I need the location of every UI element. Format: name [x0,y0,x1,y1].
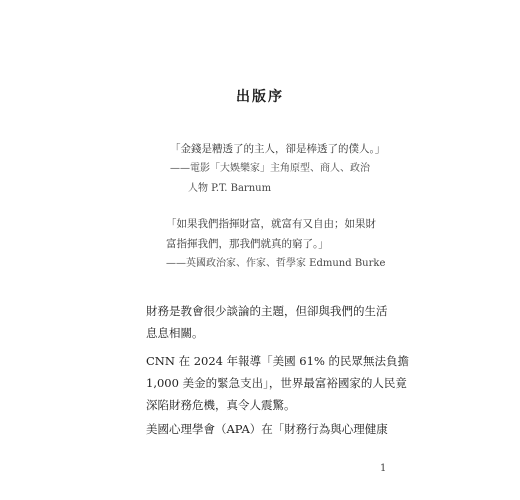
quote-line: 「如果我們指揮財富，就富有又自由；如果財 [166,218,376,230]
paragraph-line: CNN 在 2024 年報導「美國 61% 的民眾無法負擔 [146,354,410,368]
paragraph-line: 息息相關。 [146,326,204,340]
quote-line: 富指揮我們，那我們就真的窮了。」 [166,238,329,250]
body-paragraph [146,300,391,344]
paragraph-line: 深陷財務危機，真令人震驚。 [146,398,296,412]
body-paragraph [146,418,391,440]
epigraph-quote-1 [170,139,385,199]
page-number: 1 [380,463,387,474]
paragraph-line: 1,000 美金的緊急支出」，世界最富裕國家的人民竟 [146,376,407,390]
epigraph-quote-2 [166,214,385,274]
quote-attribution: 人物 P.T. Barnum [188,183,272,194]
body-paragraph [146,350,410,416]
quote-attribution: ——英國政治家、作家、哲學家 Edmund Burke [166,258,386,269]
page-title: 出版序 [236,89,284,105]
quote-attribution: ——電影「大娛樂家」主角原型、商人、政治 [170,163,370,174]
paragraph-line: 財務是教會很少談論的主題，但卻與我們的生活 [146,304,388,318]
quote-line: 「金錢是糟透了的主人，卻是棒透了的僕人。」 [170,143,386,155]
paragraph-line: 美國心理學會（APA）在「財務行為與心理健康 [146,422,388,436]
